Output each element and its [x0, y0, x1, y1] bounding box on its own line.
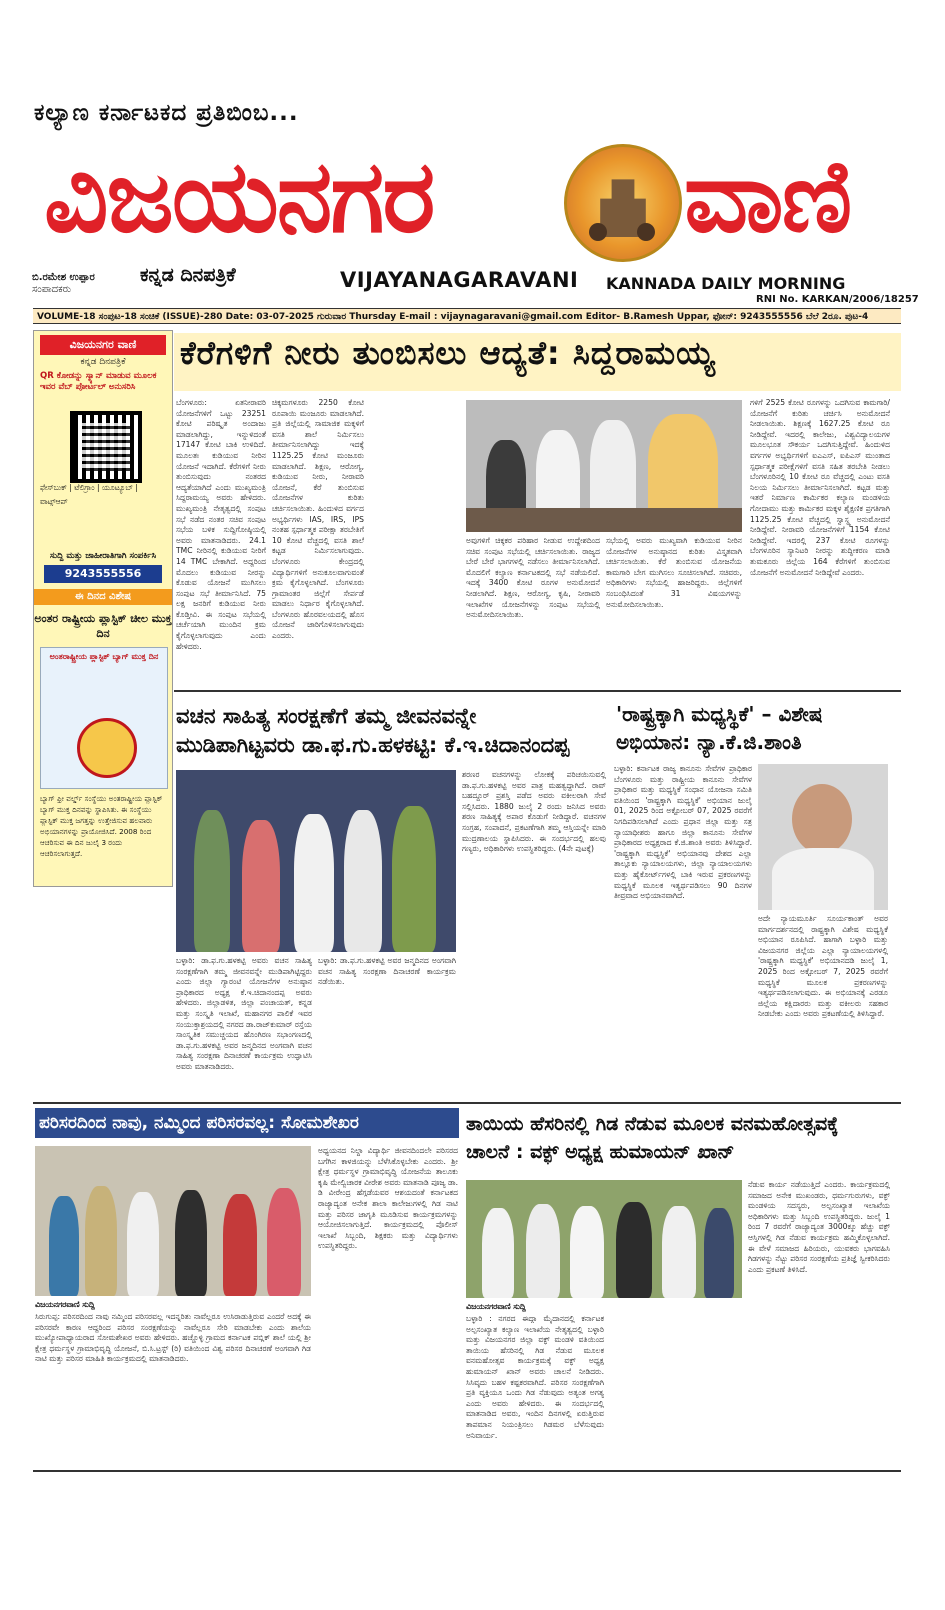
- article2-headline-line1: ವಚನ ಸಾಹಿತ್ಯ ಸಂರಕ್ಷಣೆಗೆ ತಮ್ಮ ಜೀವನವನ್ನೇ: [176, 704, 477, 728]
- lead-col-4: ಸಭೆಯಲ್ಲಿ ಅವರು ಮುಖ್ಯವಾಗಿ ಕುಡಿಯುವ ನೀರಿನ ಯೋಜನೆಗಳ ಅನುಷ್ಠಾನದ ಕುರಿತು ವಿಸ್ತೃತವಾಗಿ ಚರ್ಚಿಸಲಾಯಿತು. ಕೆರೆ ತುಂಬಿಸುವ ಯೋಜನೆಯ ಕಾಮಗಾರಿ ಬೇಗ ಮುಗಿಸಲು ಸೂಚಿಸಲಾಗಿದೆ. ಸಚಿವರು, ಅಧಿಕಾರಿಗಳು ಸಭೆಯಲ್ಲಿ ಹಾಜರಿದ್ದರು. ಜಿಲ್ಲೆಗಳಿಗೆ ಸಂಬಂಧಿಸಿದಂತೆ 31 ವಿಷಯಗಳನ್ನು ಅನುಮೋದಿಸಲಾಯಿತು.: [606, 536, 742, 609]
- article2-caption: ಬಳ್ಳಾರಿ: ಡಾ.ಫ.ಗು.ಹಳಕಟ್ಟಿ ಅವರ ಜನ್ಮದಿನದ ಅಂಗವಾಗಿ ವಚನ ಸಾಹಿತ್ಯ ಸಂರಕ್ಷಣಾ ದಿನಾಚರಣೆ ಕಾರ್ಯಕ್ರಮ ನಡೆಯಿತು.: [318, 956, 456, 987]
- day-special-label: ಈ ದಿನದ ವಿಶೇಷ: [34, 589, 172, 605]
- qr-text: QR ಕೋಡನ್ನು ಸ್ಕ್ಯಾನ್ ಮಾಡುವ ಮೂಲಕ ಇವರ ವೆಬ್ ಪೋರ್ಟಲ್ ಅನುಸರಿಸಿ: [40, 371, 157, 392]
- article4-body-left: ಸಿರುಗುಪ್ಪ: ಪರಿಸರದಿಂದ ನಾವು ನಮ್ಮಿಂದ ಪರಿಸರವಲ್ಲ ಇದನ್ನರಿತು ನಾವೆಲ್ಲರೂ ಉಸಿರಾಡುತ್ತಿರುವ ಎಂದರೆ ಅದಕ್ಕೆ ಈ ಪರಿಸರವೇ ಕಾರಣ ಆದ್ದರಿಂದ ಪರಿಸರ ಸಂರಕ್ಷಣೆಯನ್ನು ನಾವೆಲ್ಲರೂ ಸೇರಿ ಮಾಡಬೇಕು ಎಂದು ಶಾಲೆಯ ಮುಖ್ಯೋಪಾಧ್ಯಾಯರಾದ ಸೋಮಶೇಖರ ಅವರು ಹೇಳಿದರು. ಹಚ್ಚೊಳ್ಳಿ ಗ್ರಾಮದ ಕರ್ನಾಟಕ ಪಬ್ಲಿಕ್ ಶಾಲೆ ಯಲ್ಲಿ ಶ್ರೀ ಕ್ಷೇತ್ರ ಧರ್ಮಸ್ಥಳ ಗ್ರಾಮಾಭಿವೃದ್ಧಿ ಯೋಜನೆ, ಬಿ.ಸಿ.ಟ್ರಸ್ಟ್ (ರಿ) ವತಿಯಿಂದ ವಿಶ್ವ ಪರಿಸರ ದಿನಾಚರಣೆ ಅಂಗವಾಗಿ ಗಿಡ ನಾಟಿ ಮತ್ತು ಪರಿಸರ ಮಾಹಿತಿ ಕಾರ್ಯಕ್ರಮದಲ್ಲಿ ಮಾತನಾಡಿದರು.: [35, 1312, 311, 1364]
- article3-photo: [758, 764, 888, 910]
- article5-body-right: ನೆಡುವ ಕಾರ್ಯ ನಡೆಯುತ್ತಿದೆ ಎಂದರು. ಕಾರ್ಯಕ್ರಮದಲ್ಲಿ ಸಮಾಜದ ಅನೇಕ ಮುಖಂಡರು, ಧರ್ಮಗುರುಗಳು, ವಕ್ಫ್ ಮಂಡಳಿಯ ಸದಸ್ಯರು, ಅಲ್ಪಸಂಖ್ಯಾತ ಇಲಾಖೆಯ ಅಧಿಕಾರಿಗಳು ಮತ್ತು ಸಿಬ್ಬಂದಿ ಉಪಸ್ಥಿತರಿದ್ದರು. ಜುಲೈ 1 ರಿಂದ 7 ರವರೆಗೆ ರಾಜ್ಯಾದ್ಯಂತ 3000ಕ್ಕೂ ಹೆಚ್ಚು ವಕ್ಫ್ ಆಸ್ತಿಗಳಲ್ಲಿ ಗಿಡ ನೆಡುವ ಕಾರ್ಯಕ್ರಮ ಹಮ್ಮಿಕೊಳ್ಳಲಾಗಿದೆ. ಈ ವೇಳೆ ಸಮಾಜದ ಹಿರಿಯರು, ಯುವಕರು ಭಾಗವಹಿಸಿ ಗಿಡಗಳನ್ನು ನೆಟ್ಟು ಪರಿಸರ ಸಂರಕ್ಷಣೆಯ ಪ್ರತಿಜ್ಞೆ ಸ್ವೀಕರಿಸಿದರು ಎಂದು ಪ್ರಕಟಣೆ ತಿಳಿಸಿದೆ.: [748, 1180, 890, 1274]
- article3-body-right: ಅದೇ ನ್ಯಾಯಮೂರ್ತಿ ಸೂರ್ಯಕಾಂತ್ ಅವರ ಮಾರ್ಗದರ್ಶನದಲ್ಲಿ ರಾಷ್ಟ್ರಕ್ಕಾಗಿ ವಿಶೇಷ ಮಧ್ಯಸ್ಥಿಕೆ ಅಭಿಯಾನ ರೂಪಿಸಿದೆ. ಹಾಗಾಗಿ ಬಳ್ಳಾರಿ ಮತ್ತು ವಿಜಯನಗರ ಜಿಲ್ಲೆಯ ಎಲ್ಲಾ ನ್ಯಾಯಾಲಯಗಳಲ್ಲಿ 'ರಾಷ್ಟ್ರಕ್ಕಾಗಿ ಮಧ್ಯಸ್ಥಿಕೆ' ಅಭಿಯಾನದಡಿ ಜುಲೈ 1, 2025 ರಿಂದ ಅಕ್ಟೋಬರ್ 7, 2025 ರವರೆಗೆ ಮಧ್ಯಸ್ಥಿಕೆ ಮೂಲಕ ಪ್ರಕರಣಗಳನ್ನು ಇತ್ಯರ್ಥಪಡಿಸಲಾಗುವುದು. ಈ ಅಭಿಯಾನಕ್ಕೆ ಎರಡೂ ಜಿಲ್ಲೆಯ ಕಕ್ಷಿದಾರರು ಮತ್ತು ವಕೀಲರು ಸಹಕಾರ ನೀಡಬೇಕು ಎಂದು ಅವರು ಪ್ರಕಟಣೆಯಲ್ಲಿ ತಿಳಿಸಿದ್ದಾರೆ.: [758, 914, 888, 1019]
- article3-headline[interactable]: [616, 700, 822, 756]
- article5-photo: [466, 1180, 742, 1298]
- editor-name: ಬಿ.ರಮೇಶ ಉಪ್ಪಾರ: [32, 272, 95, 283]
- sidebar-logo: ವಿಜಯನಗರ ವಾಣಿ: [40, 335, 166, 355]
- masthead-title-part2: ವಾಣಿ: [684, 138, 851, 255]
- lead-photo: [466, 400, 742, 532]
- article2-body-left: ಬಳ್ಳಾರಿ: ಡಾ.ಫ.ಗು.ಹಳಕಟ್ಟಿ ಅವರು ವಚನ ಸಾಹಿತ್ಯ ಸಂರಕ್ಷಣೆಗಾಗಿ ತಮ್ಮ ಜೀವನವನ್ನೇ ಮುಡಿಪಾಗಿಟ್ಟಿದ್ದರು ಎಂದು ಜಿಲ್ಲಾ ಗ್ಯಾರಂಟಿ ಯೋಜನೆಗಳ ಅನುಷ್ಠಾನ ಪ್ರಾಧಿಕಾರದ ಅಧ್ಯಕ್ಷ ಕೆ.ಇ.ಚಿದಾನಂದಪ್ಪ ಅವರು ಹೇಳಿದರು. ಜಿಲ್ಲಾಡಳಿತ, ಜಿಲ್ಲಾ ಪಂಚಾಯತ್, ಕನ್ನಡ ಮತ್ತು ಸಂಸ್ಕೃತಿ ಇಲಾಖೆ, ಮಹಾನಗರ ಪಾಲಿಕೆ ಇವರ ಸಂಯುಕ್ತಾಶ್ರಯದಲ್ಲಿ ನಗರದ ಡಾ.ರಾಜ್‌ಕುಮಾರ್ ರಸ್ತೆಯ ಸಾಂಸ್ಕೃತಿಕ ಸಮುಚ್ಚಯದ ಹೊಂಗಿರಣ ಸಭಾಂಗಣದಲ್ಲಿ ಡಾ.ಫ.ಗು.ಹಳಕಟ್ಟಿ ಅವರ ಜನ್ಮದಿನದ ಅಂಗವಾಗಿ ವಚನ ಸಾಹಿತ್ಯ ಸಂರಕ್ಷಣಾ ದಿನಾಚರಣೆ ಕಾರ್ಯಕ್ರಮ ಉದ್ಘಾಟಿಸಿ ಅವರು ಮಾತನಾಡಿದರು.: [176, 956, 312, 1071]
- article2-body-right: ಶರಣರ ವಚನಗಳನ್ನು ಲೋಕಕ್ಕೆ ಪರಿಚಯಿಸುವಲ್ಲಿ ಡಾ.ಫ.ಗು.ಹಳಕಟ್ಟಿ ಅವರ ಪಾತ್ರ ಮಹತ್ವದ್ದಾಗಿದೆ. ರಾವ್ ಬಹದ್ದೂರ್ ಪ್ರಶಸ್ತಿ ಪಡೆದ ಅವರು ವಕೀಲರಾಗಿ ಸೇವೆ ಸಲ್ಲಿಸಿದರು. 1880 ಜುಲೈ 2 ರಂದು ಜನಿಸಿದ ಅವರು ಶರಣ ಸಾಹಿತ್ಯಕ್ಕೆ ಅಪಾರ ಕೊಡುಗೆ ನೀಡಿದ್ದಾರೆ. ವಚನಗಳ ಸಂಗ್ರಹ, ಸಂಪಾದನೆ, ಪ್ರಕಟಣೆಗಾಗಿ ತಮ್ಮ ಆಸ್ತಿಯನ್ನೇ ಮಾರಿ ಮುದ್ರಣಾಲಯ ಸ್ಥಾಪಿಸಿದರು. ಈ ಸಂದರ್ಭದಲ್ಲಿ ಹಲವು ಗಣ್ಯರು, ಅಧಿಕಾರಿಗಳು ಉಪಸ್ಥಿತರಿದ್ದರು. (4ನೇ ಪುಟಕ್ಕೆ): [462, 770, 606, 854]
- social-links[interactable]: ಫೇಸ್‌ಬುಕ್ | ಟೆಲಿಗ್ರಾಂ | ಯೂಟ್ಯೂಬ್ | ವಾಟ್ಸ್‌ಆಪ್: [40, 483, 138, 506]
- editor-role: ಸಂಪಾದಕರು: [32, 284, 72, 295]
- issue-info-bar: VOLUME-18 ಸಂಪುಟ-18 ಸಂಚಿಕೆ (ISSUE)-280 Date: 03-07-2025 ಗುರುವಾರ Thursday E-mail : vijaynagaravani@gmail.com Editor- B.Ramesh Uppar, ಫೋನ್: 9243555556 ಬೆಲೆ 2ರೂ. ಪುಟ-4: [33, 308, 901, 324]
- sidebar-logo-sub: ಕನ್ನಡ ದಿನಪತ್ರಿಕೆ: [80, 357, 126, 367]
- poster-emblem-icon: [77, 718, 137, 778]
- article2-photo: [176, 770, 456, 952]
- day-special-title: ಅಂತರ ರಾಷ್ಟ್ರೀಯ ಪ್ಲಾಸ್ಟಿಕ್ ಚೀಲ ಮುಕ್ತ ದಿನ: [34, 612, 172, 640]
- lead-col-2: ಚಿಕ್ಕಮಗಳೂರು 2250 ಕೋಟಿ ರೂಪಾಯಿ ಮಂಜೂರು ಮಾಡಲಾಗಿದೆ. ಪ್ರತಿ ಜಿಲ್ಲೆಯಲ್ಲಿ ಸಾಮಾಜಿಕ ಮಕ್ಕಳಿಗೆ ವಸತಿ ಶಾಲೆ ನಿರ್ಮಿಸಲು ತೀರ್ಮಾನಿಸಲಾಗಿದ್ದು ಇದಕ್ಕೆ 1125.25 ಕೋಟಿ ಮಂಜೂರು ಮಾಡಲಾಗಿದೆ. ಶಿಕ್ಷಣ, ಆರೋಗ್ಯ, ಕುಡಿಯುವ ನೀರು, ನೀರಾವರಿ ಯೋಜನೆ, ಕೆರೆ ತುಂಬಿಸುವ ಯೋಜನೆಗಳ ಕುರಿತು ಚರ್ಚಿಸಲಾಯಿತು. ಹಿಂದುಳಿದ ವರ್ಗದ ಅಭ್ಯರ್ಥಿಗಳು IAS, IRS, IPS ನಂತಹ ಸ್ಪರ್ಧಾತ್ಮಕ ಪರೀಕ್ಷಾ ತರಬೇತಿಗೆ 10 ಕೋಟಿ ವೆಚ್ಚದಲ್ಲಿ ವಸತಿ ಶಾಲೆ ಕಟ್ಟಡ ನಿರ್ಮಿಸಲಾಗುವುದು. ಬೆಂಗಳೂರು ಕೇಂದ್ರದಲ್ಲಿ ವಿದ್ಯಾರ್ಥಿಗಳಿಗೆ ಅನುಕೂಲವಾಗುವಂತೆ ಕ್ರಮ ಕೈಗೊಳ್ಳಲಾಗಿದೆ. ಬೆಂಗಳೂರು ಗ್ರಾಮಾಂತರ ಜಿಲ್ಲೆಗೆ ಸೇರ್ಪಡೆ ಮಾಡಲು ನಿರ್ಧಾರ ಕೈಗೊಳ್ಳಲಾಗಿದೆ. ಬೆಂಗಳೂರು ಹೊರವಲಯದಲ್ಲಿ ಹೊಸ ಯೋಜನೆ ಜಾರಿಗೊಳಿಸಲಾಗುವುದು ಎಂದರು.: [272, 398, 364, 641]
- subtitle-kannada: ಕನ್ನಡ ದಿನಪತ್ರಿಕೆ: [140, 264, 236, 286]
- article4-byline: ವಿಜಯನಗರವಾಣಿ ಸುದ್ದಿ: [35, 1300, 95, 1309]
- article4-photo: [35, 1146, 311, 1296]
- qr-code-icon[interactable]: [70, 411, 142, 483]
- article5-byline: ವಿಜಯನಗರವಾಣಿ ಸುದ್ದಿ: [466, 1302, 526, 1311]
- lead-headline[interactable]: ಕೆರೆಗಳಿಗೆ ನೀರು ತುಂಬಿಸಲು ಆದ್ಯತೆ: ಸಿದ್ದರಾಮಯ್ಯ: [180, 334, 716, 372]
- subtitle-english: VIJAYANAGARAVANI: [340, 268, 579, 292]
- subtitle-english-2: KANNADA DAILY MORNING: [606, 274, 846, 293]
- article3-body-left: ಬಳ್ಳಾರಿ: ಕರ್ನಾಟಕ ರಾಜ್ಯ ಕಾನೂನು ಸೇವೆಗಳ ಪ್ರಾಧಿಕಾರ ಬೆಂಗಳೂರು ಮತ್ತು ರಾಷ್ಟ್ರೀಯ ಕಾನೂನು ಸೇವೆಗಳ ಪ್ರಾಧಿಕಾರ ಮತ್ತು ಮಧ್ಯಸ್ಥಿಕೆ ಸಂಧಾನ ಯೋಜನಾ ಸಮಿತಿ ವತಿಯಿಂದ 'ರಾಷ್ಟ್ರಕ್ಕಾಗಿ ಮಧ್ಯಸ್ಥಿಕೆ' ಅಭಿಯಾನ ಜುಲೈ 01, 2025 ರಿಂದ ಅಕ್ಟೋಬರ್ 07, 2025 ರವರೆಗೆ ನಿಗದಿಪಡಿಸಲಾಗಿದೆ ಎಂದು ಪ್ರಧಾನ ಜಿಲ್ಲಾ ಮತ್ತು ಸತ್ರ ನ್ಯಾಯಾಧೀಶರು ಹಾಗೂ ಜಿಲ್ಲಾ ಕಾನೂನು ಸೇವೆಗಳ ಪ್ರಾಧಿಕಾರದ ಅಧ್ಯಕ್ಷರಾದ ಕೆ.ಜಿ.ಶಾಂತಿ ಅವರು ತಿಳಿಸಿದ್ದಾರೆ. 'ರಾಷ್ಟ್ರಕ್ಕಾಗಿ ಮಧ್ಯಸ್ಥಿಕೆ' ಅಭಿಯಾನವು ದೇಶದ ಎಲ್ಲಾ ತಾಲ್ಲೂಕು ನ್ಯಾಯಾಲಯಗಳು, ಜಿಲ್ಲಾ ನ್ಯಾಯಾಲಯಗಳು ಮತ್ತು ಹೈಕೋರ್ಟ್‌ಗಳಲ್ಲಿ ಬಾಕಿ ಇರುವ ಪ್ರಕರಣಗಳನ್ನು ಮಧ್ಯಸ್ಥಿಕೆ ಮೂಲಕ ಇತ್ಯರ್ಥಪಡಿಸಲು 90 ದಿನಗಳ ತೀವ್ರವಾದ ಅಭಿಯಾನವಾಗಿದೆ.: [614, 764, 752, 901]
- article3-headline-line1: 'ರಾಷ್ಟ್ರಕ್ಕಾಗಿ ಮಧ್ಯಸ್ಥಿಕೆ' – ವಿಶೇಷ: [616, 702, 823, 726]
- lead-col-5: ಗಳಿಗೆ 2525 ಕೋಟಿ ರೂಗಳನ್ನು ಒದಗಿಸುವ ಕಾಮಗಾರಿ/ಯೋಜನೆಗೆ ಕುರಿತು ಚರ್ಚಿಸಿ ಅನುಮೋದನೆ ನೀಡಲಾಯಿತು. ಶಿಕ್ಷಣಕ್ಕೆ 1627.25 ಕೋಟಿ ರೂ ನೀಡಿದ್ದೇವೆ. ಇದರಲ್ಲಿ ಕಾಲೇಜು, ವಿಶ್ವವಿದ್ಯಾಲಯಗಳ ಮೂಲಭೂತ ಸೌಕರ್ಯ ಒದಗಿಸುತ್ತಿದ್ದೇವೆ. ಹಿಂದುಳಿದ ವರ್ಗಗಳ ಅಭ್ಯರ್ಥಿಗಳಿಗೆ ಐಎಎಸ್, ಐಪಿಎಸ್ ಮುಂತಾದ ಸ್ಪರ್ಧಾತ್ಮಕ ಪರೀಕ್ಷೆಗಳಿಗೆ ವಸತಿ ಸಹಿತ ತರಬೇತಿ ನೀಡಲು ಬೆಂಗಳೂರಿನಲ್ಲಿ 10 ಕೋಟಿ ರೂ ವೆಚ್ಚದಲ್ಲಿ ಎಂಟು ವಸತಿ ನಿಲಯ ನಿರ್ಮಿಸಲು ತೀರ್ಮಾನಿಸಲಾಗಿದೆ. ಕಟ್ಟಡ ಮತ್ತು ಇತರೆ ನಿರ್ಮಾಣ ಕಾರ್ಮಿಕರ ಕಲ್ಯಾಣ ಮಂಡಳಿಯ ಗೋದಾಮು ಮತ್ತು ಕಾರ್ಮಿಕರ ಮಕ್ಕಳ ಶೈಕ್ಷಣಿಕ ಪ್ರಗತಿಗಾಗಿ 1125.25 ಕೋಟಿ ವೆಚ್ಚದಲ್ಲಿ ಸ್ವಾಸ್ಥ್ಯ ಅನುಮೋದನೆ ನೀಡಿದ್ದೇವೆ. ನೀರಾವರಿ ಯೋಜನೆಗಳಿಗೆ 1154 ಕೋಟಿ ನೀಡಿದ್ದೇವೆ. ಇದರಲ್ಲಿ 237 ಕೋಟಿ ರೂಗಳನ್ನು ಬೆಂಗಳೂರಿನ ಸ್ಯಾನಿಟರಿ ನೀರನ್ನು ಶುದ್ಧೀಕರಣ ಮಾಡಿ ತುಮಕೂರು ಜಿಲ್ಲೆಯ 164 ಕೆರೆಗಳಿಗೆ ತುಂಬಿಸುವ ಯೋಜನೆಗೆ ಅನುಮೋದನೆ ನೀಡಿದ್ದೇವೆ ಎಂದರು.: [750, 398, 890, 577]
- article5-headline-line1: ತಾಯಿಯ ಹೆಸರಿನಲ್ಲಿ ಗಿಡ ನೆಡುವ ಮೂಲಕ ವನಮಹೋತ್ಸವಕ್ಕೆ: [466, 1113, 839, 1135]
- article2-headline-line2: ಮುಡಿಪಾಗಿಟ್ಟವರು ಡಾ.ಫ.ಗು.ಹಳಕಟ್ಟಿ: ಕೆ.ಇ.ಚಿದಾನಂದಪ್ಪ: [176, 733, 570, 757]
- article5-headline-line2: ಚಾಲನೆ : ವಕ್ಫ್ ಅಧ್ಯಕ್ಷ ಹುಮಾಯನ್ ಖಾನ್: [466, 1141, 735, 1163]
- masthead-title: [44, 138, 909, 256]
- article4-headline[interactable]: ಪರಿಸರದಿಂದ ನಾವು, ನಮ್ಮಿಂದ ಪರಿಸರವಲ್ಲ: ಸೋಮಶೇಖರ: [35, 1108, 459, 1138]
- article3-headline-line2: ಅಭಿಯಾನ: ನ್ಯಾ.ಕೆ.ಜಿ.ಶಾಂತಿ: [616, 730, 802, 754]
- lead-col-3: ಅವುಗಳಿಗೆ ಚಿಕ್ಕಕರ ಪರಿಹಾರ ನೀಡುವ ಉದ್ದೇಶದಿಂದ ಸಚಿವ ಸಂಪುಟ ಸಭೆಯಲ್ಲಿ ಚರ್ಚಿಸಲಾಯಿತು. ರಾಜ್ಯದ ಬೇರೆ ಬೇರೆ ಭಾಗಗಳಲ್ಲಿ ನಡೆಸಲು ತೀರ್ಮಾನಿಸಲಾಗಿದೆ. ಮೊದಲಿಗೆ ಕಲ್ಯಾಣ ಕರ್ನಾಟಕದಲ್ಲಿ ಸಭೆ ನಡೆಯಲಿದೆ. ಇದಕ್ಕೆ 3400 ಕೋಟಿ ರೂಗಳ ಅನುಮೋದನೆ ನೀಡಲಾಗಿದೆ. ಶಿಕ್ಷಣ, ಆರೋಗ್ಯ, ಕೃಷಿ, ನೀರಾವರಿ ಇಲಾಖೆಗಳ ಯೋಜನೆಗಳನ್ನು ಸಂಪುಟ ಸಭೆಯಲ್ಲಿ ಅನುಮೋದಿಸಲಾಯಿತು.: [466, 536, 600, 620]
- poster-title: ಅಂತರಾಷ್ಟ್ರೀಯ ಪ್ಲಾಸ್ಟಿಕ್ ಬ್ಯಾಗ್ ಮುಕ್ತ ದಿನ: [49, 652, 159, 661]
- article5-headline[interactable]: [466, 1110, 838, 1166]
- contact-phone[interactable]: 9243555556: [44, 565, 162, 583]
- article4-body-right: ಅಧ್ಯಯನದ ನಿಲ್ದಾ ವಿದ್ಯಾರ್ಥಿ ಜೀವನದಿಂದಲೇ ಪರಿಸರದ ಬಗೆಗಿನ ಕಾಳಜಿಯನ್ನು ಬೆಳೆಸಿಕೊಳ್ಳಬೇಕು ಎಂದರು. ಶ್ರೀ ಕ್ಷೇತ್ರ ಧರ್ಮಸ್ಥಳ ಗ್ರಾಮಾಭಿವೃದ್ಧಿ ಯೋಜನೆಯ ತಾಲೂಕು ಕೃಷಿ ಮೇಲ್ವಿಚಾರಕ ವೀರೇಶ ಅವರು ಮಾತನಾಡಿ ಪೂಜ್ಯ ಡಾ. ಡಿ ವೀರೇಂದ್ರ ಹೆಗ್ಗಡೆಯವರ ಆಶಯದಂತೆ ಕರ್ನಾಟಕದ ರಾಜ್ಯಾದ್ಯಂತ ಅನೇಕ ಶಾಲಾ ಕಾಲೇಜುಗಳಲ್ಲಿ ಗಿಡ ನಾಟಿ ಮತ್ತು ಪರಿಸರ ಜಾಗೃತಿ ಮೂಡಿಸುವ ಕಾರ್ಯಕ್ರಮಗಳನ್ನು ಆಯೋಜಿಸಲಾಗುತ್ತಿದೆ. ಕಾರ್ಯಕ್ರಮದಲ್ಲಿ ಪೊಲೀಸ್ ಇಲಾಖೆ ಸಿಬ್ಬಂದಿ, ಶಿಕ್ಷಕರು ಮತ್ತು ವಿದ್ಯಾರ್ಥಿಗಳು ಉಪಸ್ಥಿತರಿದ್ದರು.: [318, 1146, 458, 1251]
- divider: [174, 690, 901, 692]
- sidebar: [33, 330, 173, 887]
- masthead-tagline: ಕಲ್ಯಾಣ ಕರ್ನಾಟಕದ ಪ್ರತಿಬಿಂಬ...: [34, 100, 299, 126]
- lead-col-1: ಬೆಂಗಳೂರು: ಏತನೀರಾವರಿ ಯೋಜನೆಗಳಿಗೆ ಒಟ್ಟು 23251 ಕೋಟಿ ಪರಿಷ್ಕೃತ ಅಂದಾಜು ಮಾಡಲಾಗಿದ್ದು, ಇನ್ನುಳಿದಂತೆ 17147 ಕೋಟಿ ಬಾಕಿ ಉಳಿದಿದೆ. ಮೂಲತಃ ಕುಡಿಯುವ ನೀರಿನ ಯೋಜನೆ ಇದಾಗಿದೆ. ಕೆರೆಗಳಿಗೆ ನೀರು ತುಂಬಿಸುವುದು ನಂತರದ ಆದ್ಯತೆಯಾಗಿದೆ ಎಂದು ಮುಖ್ಯಮಂತ್ರಿ ಸಿದ್ದರಾಮಯ್ಯ ಅವರು ಹೇಳಿದರು. ಮುಖ್ಯಮಂತ್ರಿ ನೇತೃತ್ವದಲ್ಲಿ ಸಂಪುಟ ಸಭೆ ನಡೆದ ನಂತರ ಸಚಿವ ಸಂಪುಟ ಸಭೆಯ ಬಳಿಕ ಸುದ್ದಿಗೋಷ್ಠಿಯಲ್ಲಿ ಅವರು ಮಾತನಾಡಿದರು. 24.1 TMC ನೀರಿನಲ್ಲಿ ಕುಡಿಯುವ ನೀರಿಗೆ 14 TMC ಬೇಕಾಗಿದೆ. ಅದ್ದರಿಂದ ಮೊದಲು ಕುಡಿಯುವ ನೀರನ್ನು ಕೊಡುವ ಯೋಜನೆ ಮುಗಿಸಲು ಸಂಪುಟ ಸಭೆ ತೀರ್ಮಾನಿಸಿದೆ. 75 ಲಕ್ಷ ಜನರಿಗೆ ಕುಡಿಯುವ ನೀರು ಕೊಡ್ತೀವಿ. ಈ ಸಂಪುಟ ಸಭೆಯಲ್ಲಿ ಚರ್ಚೆಯಾಗಿ ಮುಂದಿನ ಕ್ರಮ ಕೈಗೊಳ್ಳಲಾಗುವುದು ಎಂದು ಹೇಳಿದರು.: [176, 398, 266, 651]
- editor-credit: [32, 272, 95, 296]
- article2-headline[interactable]: [176, 702, 569, 760]
- contact-call-text: ಸುದ್ದಿ ಮತ್ತು ಜಾಹೀರಾತಿಗಾಗಿ ಸಂಪರ್ಕಿಸಿ: [49, 551, 157, 561]
- rni-number: RNI No. KARKAN/2006/18257: [756, 294, 919, 305]
- plastic-free-poster: [40, 647, 168, 789]
- article5-body-left: ಬಳ್ಳಾರಿ : ನಗರದ ಈದ್ಗಾ ಮೈದಾನದಲ್ಲಿ ಕರ್ನಾಟಕ ಅಲ್ಪಸಂಖ್ಯಾತ ಕಲ್ಯಾಣ ಇಲಾಖೆಯ ನೇತೃತ್ವದಲ್ಲಿ ಬಳ್ಳಾರಿ ಮತ್ತು ವಿಜಯನಗರ ಜಿಲ್ಲಾ ವಕ್ಫ್ ಮಂಡಳಿ ವತಿಯಿಂದ ತಾಯಿಯ ಹೆಸರಿನಲ್ಲಿ ಗಿಡ ನೆಡುವ ಮೂಲಕ ವನಮಹೋತ್ಸವ ಕಾರ್ಯಕ್ರಮಕ್ಕೆ ವಕ್ಫ್ ಅಧ್ಯಕ್ಷ ಹುಮಾಯನ್ ಖಾನ್ ಅವರು ಚಾಲನೆ ನೀಡಿದರು. ಸಿಸಿವೃದು ಬಹಳ ಕಷ್ಟಕರವಾಗಿದೆ. ಪರಿಸರ ಸಂರಕ್ಷಣೆಗಾಗಿ ಪ್ರತಿ ವ್ಯಕ್ತಿಯೂ ಒಂದು ಗಿಡ ನೆಡುವುದು ಅತ್ಯಂತ ಅಗತ್ಯ ಎಂದು ಅವರು ಹೇಳಿದರು. ಈ ಸಂದರ್ಭದಲ್ಲಿ ಮಾತನಾಡಿದ ಅವರು, ಇಂದಿನ ದಿನಗಳಲ್ಲಿ ಏರುತ್ತಿರುವ ತಾಪಮಾನ ನಿಯಂತ್ರಿಸಲು ಗಿಡಮರ ಬೆಳೆಸುವುದು ಅನಿವಾರ್ಯ.: [466, 1314, 604, 1440]
- day-special-body: ಬ್ಯಾಗ್ ಫ್ರೀ ವರ್ಲ್ಡ್ ಸಂಸ್ಥೆಯು ಅಂತರಾಷ್ಟ್ರೀಯ ಪ್ಲಾಸ್ಟಿಕ್ ಬ್ಯಾಗ್ ಮುಕ್ತ ದಿನವನ್ನು ಸ್ಥಾಪಿಸಿತು. ಈ ಸಂಸ್ಥೆಯು ಪ್ಲಾಸ್ಟಿಕ್ ಮುಕ್ತ ಜಗತ್ತನ್ನು ಉತ್ತೇಜಿಸುವ ಹಲವಾರು ಅಭಿಯಾನಗಳನ್ನು ಪ್ರಾಯೋಜಿಸಿದೆ. 2008 ರಿಂದ ಆಚರಿಸುವ ಈ ದಿನ ಜುಲೈ 3 ರಂದು ಆಚರಿಸಲಾಗುತ್ತದೆ.: [40, 794, 163, 858]
- masthead-title-part1: ವಿಜಯನಗರ: [44, 138, 434, 255]
- hampi-temple-logo-icon: [564, 144, 682, 262]
- bottom-rule: [33, 1470, 901, 1472]
- divider: [33, 1102, 901, 1104]
